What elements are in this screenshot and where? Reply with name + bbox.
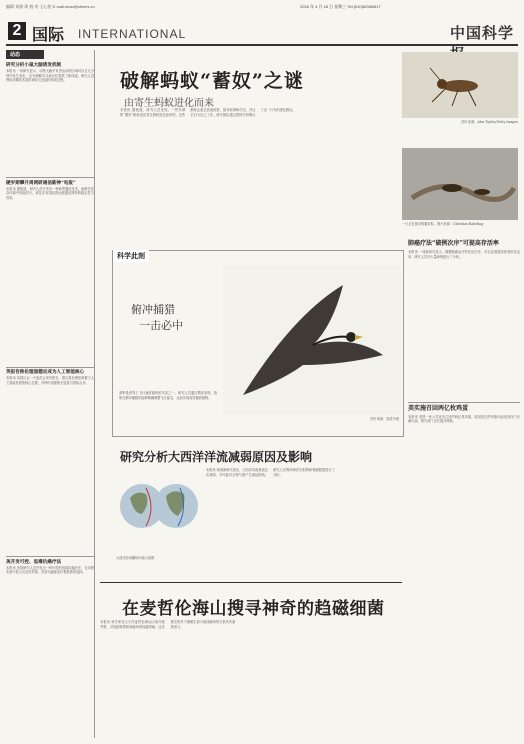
date-line: 2018 年 4 月 18 日 星期三 Tel:(010)62580617 (300, 4, 381, 9)
editor-line: 编辑 刘倩 周 校 对 王心怡 E-mail:shao@stimes.cn (6, 4, 95, 9)
science-sketch-label: 科学此刻 (113, 250, 149, 262)
overlay-line-1: 俯冲捕猎 (131, 303, 175, 316)
newspaper-logo: 中国科学 (450, 24, 515, 42)
divider (6, 556, 94, 557)
overlay-line-2: 一击必中 (139, 319, 183, 332)
ant-photo-2-caption: 一只正在掠夺的蓄奴蚁。图片来源：Christian Rabeling (402, 222, 484, 226)
column-label: 动态 (6, 50, 44, 59)
left-item-1-body: 本报讯 一项研究显示，动物大脑中负责运动的区域可以在几分钟内发生变化，这为理解学习和记忆提供了新线索。研究人员利用成像技术追踪神经元连接的形成过程。 (6, 69, 94, 83)
lead-title: 破解蚂蚁“蓄奴”之谜 (120, 70, 304, 92)
lead-subtitle: 由寄生蚂蚁进化而来 (124, 98, 214, 109)
section-title-en: INTERNATIONAL (78, 27, 187, 41)
bottom-body: 本报讯 科学家在太平洋麦哲伦海山区域开展考察，寻找能够感知地磁场的趋磁细菌。这类微生物对于理解生命与地球磁场的关系具有重要意义。 (100, 620, 236, 629)
divider (408, 402, 520, 403)
right-story-body: 本报讯 一项新研究显示，调整肺癌治疗的先后次序，可以显著提高患者的存活率。研究人员对大量病例进行了分析。 (408, 250, 520, 259)
divider (6, 177, 94, 178)
right-story (408, 240, 520, 685)
bottom-title: 在麦哲伦海山搜寻神奇的趋磁细菌 (122, 599, 385, 619)
right-story-2-title: 美实施召回两亿枚鸡蛋 (408, 404, 469, 412)
lead-body: 本报讯 据报道，研究人员发现，一些所谓的“蓄奴”蚂蚁是由寄生蚂蚁进化而来的。这些蚂蚁会袭击其他蚁群，掠夺蚁卵和幼虫，并让它们为自己工作。研究团队通过基因分析揭示了这一行为的进化路径。 (120, 108, 296, 117)
section-number: 2 (8, 22, 26, 40)
masthead (0, 0, 524, 20)
falcon-photo-caption: 图片来源：视觉中国 (370, 417, 399, 421)
left-item-2-body: 本报讯 据报道，研究人员开发出一种新型通信技术，能够在复杂环境中传输信号。该技术有望改善远程通信网络的稳定性与效率。 (6, 186, 94, 200)
globe-figure (116, 468, 202, 554)
divider (6, 367, 94, 368)
falcon-photo (223, 265, 401, 415)
left-item-3-body: 本报讯 英国议会一个委员会发布报告，建议将伦理原则置于人工智能发展的核心位置，并呼吁加强相关监管与国际合作。 (6, 376, 94, 385)
left-item-4-title: 美开发可控、低毒抗癌疗法 (6, 559, 62, 565)
globe-caption: 大西洋经向翻转环流示意图 (116, 556, 155, 560)
right-story-2-body: 本报讯 美国一家公司宣布召回约两亿枚鸡蛋，原因是这些鸡蛋可能受到沙门氏菌污染。相关部门正在展开调查。 (408, 414, 520, 424)
left-item-2-title: 硬岁斯攀升周网研通信新神“电报” (6, 180, 76, 186)
ant-photo (402, 52, 518, 118)
section-title-cn: 国际 (32, 27, 65, 44)
middle-title: 研究分析大西洋洋流减弱原因及影响 (120, 450, 313, 464)
header-rule (6, 44, 518, 46)
left-item-3-title: 英报告称伦理道德应成为人工智能核心 (6, 370, 85, 376)
science-sketch-body: 游隼是世界上飞行速度最快的鸟类之一。研究人员通过模拟发现，游隼在俯冲捕猎时能够精确调整飞行姿态，从而实现高效捕获猎物。 (119, 391, 217, 400)
middle-body: 本报讯 两项新研究指出，大西洋洋流系统正在减弱，并可能对全球气候产生深远影响。研究人员利用海洋沉积物和观测数据进行了分析。 (206, 468, 335, 477)
left-item-4-body: 本报讯 美国研究人员开发出一种可控的低毒抗癌疗法，在动物实验中显示出良好效果，有望为癌症治疗提供新的选择。 (6, 565, 94, 575)
left-column (6, 50, 95, 738)
science-sketch-box (112, 250, 404, 437)
bottom-rule (100, 582, 402, 583)
ant-photo-2 (402, 148, 518, 220)
left-item-1-title: 研究分析小鼠大脑诱发机制 (6, 63, 62, 68)
right-story-title: 肺癌疗法“破例次序”可提高存活率 (408, 240, 499, 247)
ant-photo-caption: 图片来源：Alex Tayler/Getty Images (461, 120, 518, 124)
